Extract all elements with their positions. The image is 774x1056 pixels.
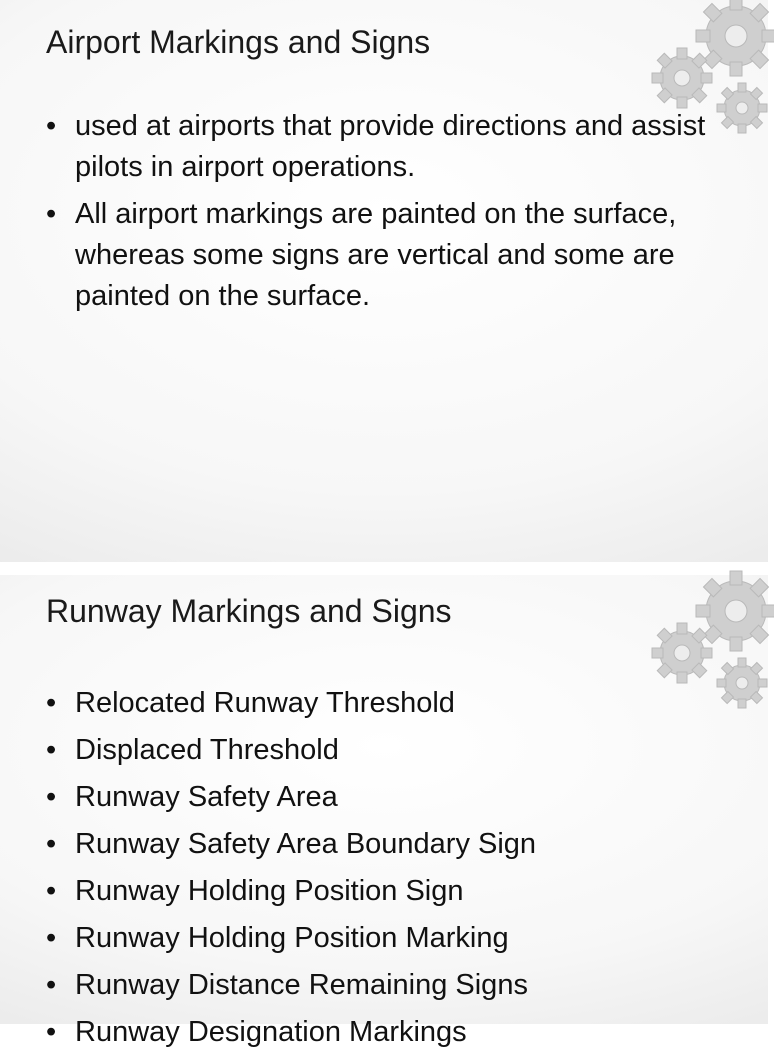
bullet-text: used at airports that provide directions and assist pilots in airport operations. — [75, 110, 706, 183]
bullet-icon: • — [46, 781, 57, 813]
bullet-text: Runway Safety Area Boundary Sign — [75, 828, 537, 860]
bullet-text: Relocated Runway Threshold — [75, 687, 455, 719]
slide-runway-markings — [0, 575, 768, 1048]
bullet-text: Runway Holding Position Marking — [75, 922, 509, 954]
list-item — [46, 915, 736, 962]
bullet-icon: • — [46, 687, 57, 719]
bullet-icon: • — [46, 110, 57, 142]
bullet-icon: • — [46, 1016, 57, 1048]
bullet-icon: • — [46, 922, 57, 954]
list-item — [46, 1009, 736, 1056]
bullet-icon: • — [46, 875, 57, 907]
list-item — [46, 821, 736, 868]
bullet-text: Displaced Threshold — [75, 734, 339, 766]
list-item — [46, 194, 736, 317]
list-item — [46, 106, 736, 188]
bullet-icon: • — [46, 734, 57, 766]
bullet-text: Runway Holding Position Sign — [75, 875, 464, 907]
bullet-icon: • — [46, 969, 57, 1001]
bullet-text: Runway Safety Area — [75, 781, 338, 813]
list-item — [46, 774, 736, 821]
bullet-text: All airport markings are painted on the surface, whereas some signs are vertical and some are painted on the surface. — [75, 198, 677, 312]
list-item — [46, 727, 736, 774]
list-item — [46, 868, 736, 915]
bullet-list — [46, 106, 736, 323]
bullet-icon: • — [46, 828, 57, 860]
bullet-icon: • — [46, 198, 57, 230]
bullet-text: Runway Designation Markings — [75, 1016, 467, 1048]
slide-title: Airport Markings and Signs — [46, 24, 431, 60]
list-item — [46, 680, 736, 727]
bullet-text: Runway Distance Remaining Signs — [75, 969, 528, 1001]
list-item — [46, 962, 736, 1009]
slide-title: Runway Markings and Signs — [46, 593, 452, 629]
bullet-list — [46, 680, 736, 1056]
